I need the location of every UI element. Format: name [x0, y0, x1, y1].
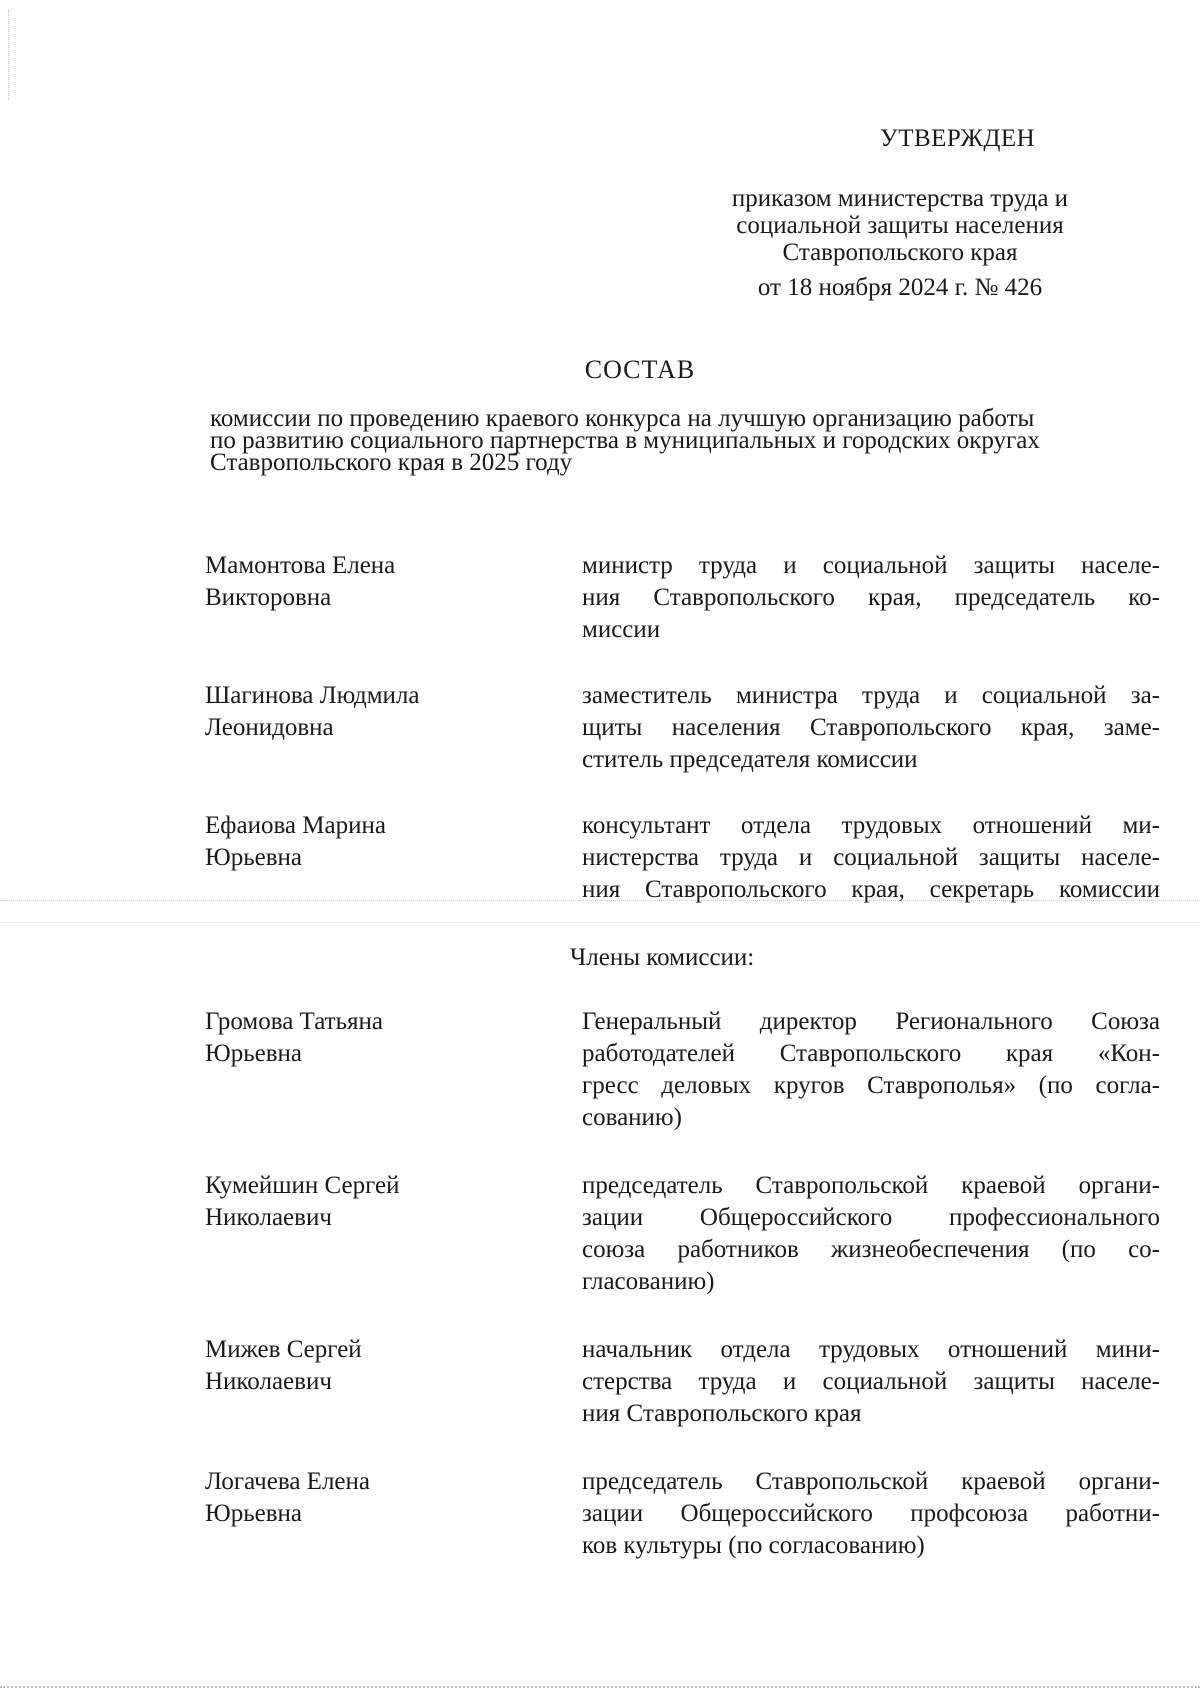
member-position — [582, 810, 1160, 906]
position-line: председатель Ставропольской краевой органи- — [582, 1468, 1160, 1495]
member-surname-name: Логачева Елена — [205, 1468, 370, 1495]
approval-line: социальной защиты населения — [736, 212, 1064, 239]
member-surname-name: Кумейшин Сергей — [205, 1172, 400, 1199]
position-line: начальник отдела трудовых отношений мини- — [582, 1336, 1160, 1363]
position-line: Генеральный директор Регионального Союза — [582, 1008, 1160, 1035]
members-heading: Члены комиссии: — [570, 944, 755, 971]
member-name — [205, 1466, 525, 1530]
member-position — [582, 1334, 1160, 1430]
member-name — [205, 1334, 525, 1398]
subtitle-line: по развитию социального партнерства в муниципальных и городских округах — [210, 427, 1040, 454]
position-line: союза работников жизнеобеспечения (по со- — [582, 1236, 1160, 1263]
member-position — [582, 1466, 1160, 1562]
member-position — [582, 680, 1160, 776]
position-line: заместитель министра труда и социальной за- — [582, 682, 1160, 709]
member-name — [205, 810, 525, 874]
approval-date-number: от 18 ноября 2024 г. № 426 — [757, 274, 1043, 301]
member-surname-name: Громова Татьяна — [205, 1008, 383, 1035]
position-line: ния Ставропольского края, председатель ко- — [582, 584, 1160, 611]
approval-line: Ставропольского края — [782, 239, 1018, 266]
member-patronymic: Юрьевна — [205, 1040, 302, 1067]
member-patronymic: Николаевич — [205, 1204, 332, 1231]
position-line: нистерства труда и социальной защиты населе- — [582, 844, 1160, 871]
member-surname-name: Мижев Сергей — [205, 1336, 362, 1363]
position-line: ния Ставропольского края — [582, 1400, 862, 1427]
position-line: председатель Ставропольской краевой органи- — [582, 1172, 1160, 1199]
position-line: ния Ставропольского края, секретарь комиссии — [582, 876, 1160, 903]
member-position — [582, 1170, 1160, 1298]
position-line: зации Общероссийского профессионального — [582, 1204, 1160, 1231]
member-name — [205, 1170, 525, 1234]
position-line: министр труда и социальной защиты населе- — [582, 552, 1160, 579]
position-line: зации Общероссийского профсоюза работни- — [582, 1500, 1160, 1527]
member-name — [205, 550, 525, 614]
position-line: сованию) — [582, 1104, 682, 1131]
position-line: щиты населения Ставропольского края, заме- — [582, 714, 1160, 741]
position-line: консультант отдела трудовых отношений ми- — [582, 812, 1160, 839]
subtitle-line: комиссии по проведению краевого конкурса на лучшую организацию работы — [210, 405, 1035, 432]
member-name — [205, 680, 525, 744]
member-patronymic: Викторовна — [205, 584, 332, 611]
approved-title: УТВЕРЖДЕН — [880, 125, 1036, 152]
subtitle-line: Ставропольского края в 2025 году — [210, 449, 573, 476]
approval-line: приказом министерства труда и — [731, 185, 1069, 212]
member-position — [582, 1006, 1160, 1134]
position-line: гресс деловых кругов Ставрополья» (по согла- — [582, 1072, 1160, 1099]
document-title: СОСТАВ — [584, 355, 696, 384]
member-patronymic: Юрьевна — [205, 1500, 302, 1527]
member-patronymic: Леонидовна — [205, 714, 334, 741]
member-name — [205, 1006, 525, 1070]
member-surname-name: Ефаиова Марина — [205, 812, 386, 839]
position-line: работодателей Ставропольского края «Кон- — [582, 1040, 1160, 1067]
member-surname-name: Шагинова Людмила — [205, 682, 420, 709]
position-line: ститель председателя комиссии — [582, 746, 918, 773]
position-line: миссии — [582, 616, 661, 643]
member-patronymic: Юрьевна — [205, 844, 302, 871]
member-position — [582, 550, 1160, 646]
position-line: стерства труда и социальной защиты населе- — [582, 1368, 1160, 1395]
position-line: гласованию) — [582, 1268, 715, 1295]
member-surname-name: Мамонтова Елена — [205, 552, 396, 579]
member-patronymic: Николаевич — [205, 1368, 332, 1395]
position-line: ков культуры (по согласованию) — [582, 1532, 925, 1559]
